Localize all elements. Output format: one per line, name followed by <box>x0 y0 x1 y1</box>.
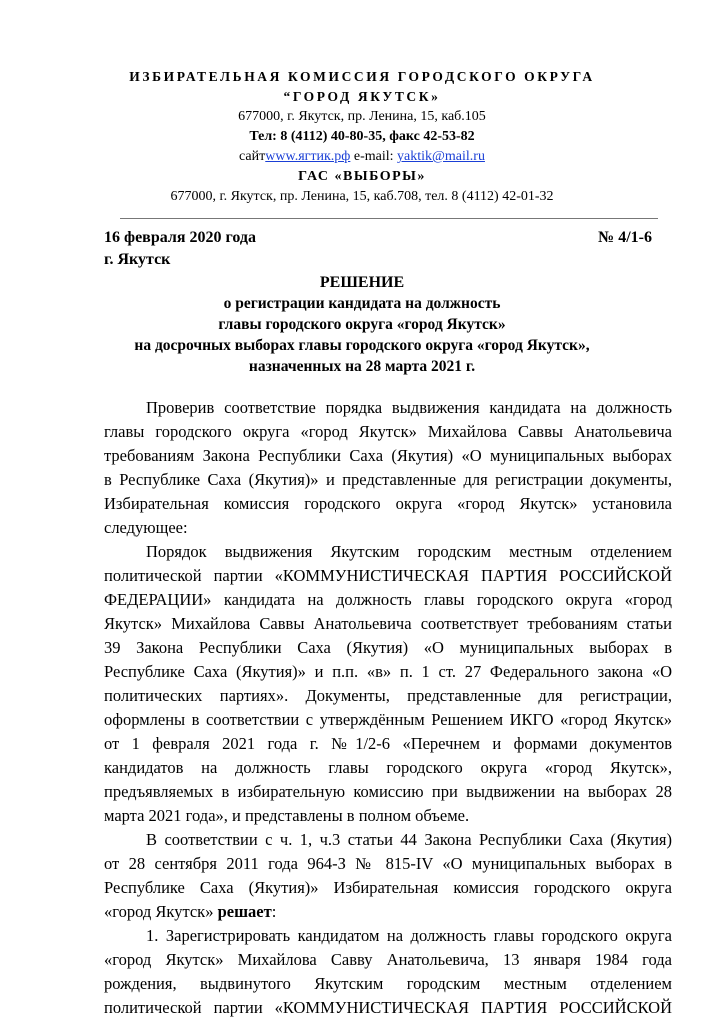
document-number: № 4/1-6 <box>598 229 652 246</box>
site-label: сайт <box>239 149 266 164</box>
body-line: предъявляемых в избирательную комиссию при выдвижении на выборах 28 <box>104 782 672 801</box>
body-line: в Республике Саха (Якутия)» и представленные для регистрации документы, <box>104 470 672 489</box>
decision-subtitle-line: на досрочных выборах главы городского округа «город Якутск», <box>134 337 590 354</box>
body-line: от 28 сентября 2011 года 964-З № 815-IV «О муниципальных выборах в <box>104 854 672 873</box>
body-line: Якутск» Михайлова Саввы Анатольевича соответствует требованиям статьи <box>104 614 672 633</box>
org-contacts <box>0 150 724 164</box>
body-line: «город Якутск» Михайлова Савву Анатольевича, 13 января 1984 года <box>104 950 672 969</box>
body-line: политических партиях». Документы, представленные для регистрации, <box>104 686 672 705</box>
body-line: политической партии «КОММУНИСТИЧЕСКАЯ ПАРТИЯ РОССИЙСКОЙ <box>104 566 672 585</box>
decision-subtitle-line: главы городского округа «город Якутск» <box>218 316 506 333</box>
org-name-line1: ИЗБИРАТЕЛЬНАЯ КОМИССИЯ ГОРОДСКОГО ОКРУГА <box>129 69 595 84</box>
decision-subtitle-line: назначенных на 28 марта 2021 г. <box>248 358 476 375</box>
site-link[interactable]: www.ягтик.рф <box>265 149 351 164</box>
body-line: рождения, выдвинутого Якутским городским местным отделением <box>104 974 672 993</box>
body-line: следующее: <box>104 518 188 537</box>
email-label: e-mail: <box>350 149 398 164</box>
body-line: кандидатов на должность главы городского округа «город Якутск», <box>104 758 672 777</box>
body-line: Республике Саха (Якутия)» и п.п. «в» п. 1 ст. 27 Федерального закона «О <box>104 662 672 681</box>
decision-subtitle-line: о регистрации кандидата на должность <box>223 295 501 312</box>
body-line: Порядок выдвижения Якутским городским местным отделением <box>146 542 672 561</box>
body-text: : <box>271 902 277 921</box>
body-line: оформлены в соответствии с утверждённым Решением ИКГО «город Якутск» <box>104 710 672 729</box>
document-city: г. Якутск <box>104 251 171 268</box>
body-line-resolves <box>104 904 276 921</box>
body-line: Республике Саха (Якутия)» Избирательная комиссия городского округа <box>104 878 672 897</box>
body-line: от 1 февраля 2021 года г. №1/2-6 «Перечнем и формами документов <box>104 734 672 753</box>
document-date: 16 февраля 2020 года <box>104 229 256 246</box>
email-link[interactable]: yaktik@mail.ru <box>397 149 485 164</box>
body-text: «город Якутск» <box>104 902 214 921</box>
body-line: 1. Зарегистрировать кандидатом на должность главы городского округа <box>146 926 672 945</box>
body-line: 39 Закона Республики Саха (Якутия) «О муниципальных выборах в <box>104 638 672 657</box>
resolves-keyword: решает <box>213 902 272 921</box>
body-line: требованиям Закона Республики Саха (Якутия) «О муниципальных выборах <box>104 446 672 465</box>
body-line: главы городского округа «город Якутск» Михайлова Саввы Анатольевича <box>104 422 672 441</box>
body-line: В соответствии с ч. 1, ч.3 статьи 44 Закона Республики Саха (Якутия) <box>146 830 672 849</box>
body-line: Избирательная комиссия городского округа «город Якутск» установила <box>104 494 672 513</box>
decision-title: РЕШЕНИЕ <box>319 274 405 291</box>
body-line: Проверив соответствие порядка выдвижения кандидата на должность <box>146 398 672 417</box>
body-line: ФЕДЕРАЦИИ» кандидата на должность главы городского округа «город <box>104 590 672 609</box>
gas-address: 677000, г. Якутск, пр. Ленина, 15, каб.708, тел. 8 (4112) 42-01-32 <box>170 189 554 204</box>
org-name-line2: “ГОРОД ЯКУТСК» <box>283 89 441 104</box>
body-line: марта 2021 года», и представлены в полном объеме. <box>104 806 470 825</box>
gas-title: ГАС «ВЫБОРЫ» <box>298 169 426 184</box>
org-phone: Тел: 8 (4112) 40-80-35, факс 42-53-82 <box>249 129 475 144</box>
org-address: 677000, г. Якутск, пр. Ленина, 15, каб.105 <box>238 109 486 124</box>
body-line: политической партии «КОММУНИСТИЧЕСКАЯ ПАРТИЯ РОССИЙСКОЙ <box>104 998 672 1017</box>
header-divider <box>120 218 658 219</box>
